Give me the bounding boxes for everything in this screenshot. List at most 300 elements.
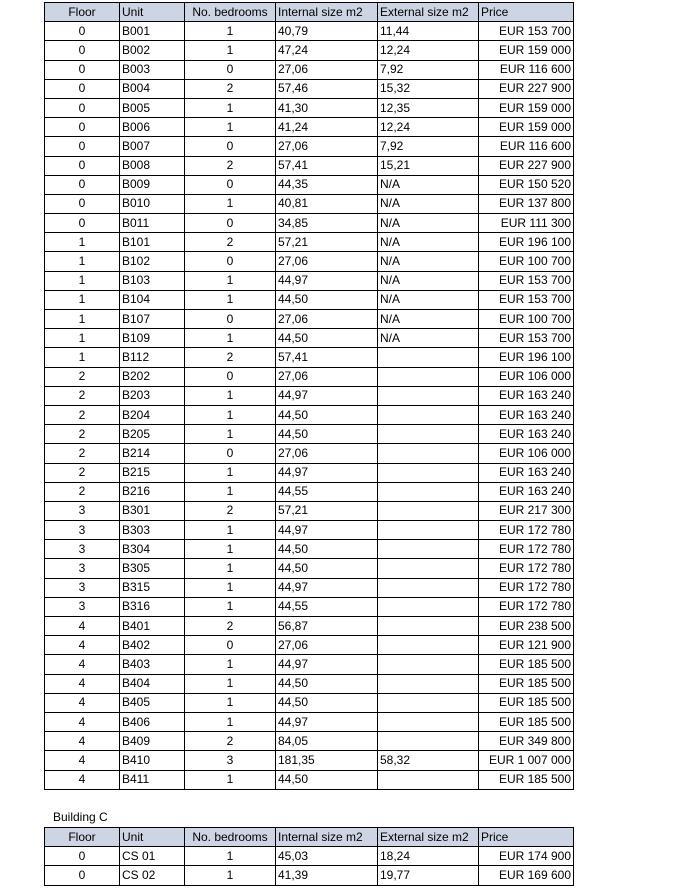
bedrooms-cell: 0 <box>185 636 276 655</box>
table-row <box>45 578 574 597</box>
external-size-cell: N/A <box>378 310 479 329</box>
external-size-cell <box>378 348 479 367</box>
unit-cell: B008 <box>120 156 185 175</box>
external-size-cell <box>378 674 479 693</box>
bedrooms-cell: 1 <box>185 405 276 424</box>
unit-cell: B409 <box>120 732 185 751</box>
price-cell: EUR 1 007 000 <box>479 751 574 770</box>
unit-cell: B305 <box>120 559 185 578</box>
bedrooms-cell: 1 <box>185 770 276 789</box>
price-header: Price <box>479 3 574 22</box>
internal-size-cell: 44,50 <box>276 540 378 559</box>
floor-cell: 4 <box>45 693 120 712</box>
bedrooms-cell: 2 <box>185 501 276 520</box>
table-row <box>45 866 574 885</box>
internal-size-cell: 44,50 <box>276 693 378 712</box>
floor-cell: 3 <box>45 578 120 597</box>
bedrooms-cell: 1 <box>185 674 276 693</box>
floor-cell: 1 <box>45 233 120 252</box>
price-cell: EUR 169 600 <box>479 866 574 885</box>
unit-cell: B202 <box>120 367 185 386</box>
table-row <box>45 118 574 137</box>
bedrooms-cell: 2 <box>185 348 276 367</box>
table-row <box>45 233 574 252</box>
external-size-cell <box>378 693 479 712</box>
table-row <box>45 540 574 559</box>
table-row <box>45 617 574 636</box>
bedrooms-cell: 0 <box>185 214 276 233</box>
internal-size-cell: 44,50 <box>276 405 378 424</box>
price-cell: EUR 153 700 <box>479 290 574 309</box>
internal-size-cell: 57,21 <box>276 501 378 520</box>
unit-header: Unit <box>120 828 185 847</box>
internal-size-cell: 44,35 <box>276 175 378 194</box>
bedrooms-cell: 0 <box>185 367 276 386</box>
price-cell: EUR 163 240 <box>479 482 574 501</box>
floor-cell: 2 <box>45 425 120 444</box>
external-size-cell <box>378 636 479 655</box>
external-size-cell <box>378 521 479 540</box>
table-row <box>45 386 574 405</box>
bedrooms-cell: 1 <box>185 463 276 482</box>
external-size-cell: N/A <box>378 194 479 213</box>
external-size-cell: N/A <box>378 175 479 194</box>
building-c-heading: Building C <box>53 810 108 824</box>
table-row <box>45 751 574 770</box>
floor-cell: 1 <box>45 348 120 367</box>
internal-size-cell: 44,97 <box>276 386 378 405</box>
price-cell: EUR 111 300 <box>479 214 574 233</box>
internal-size-cell: 44,50 <box>276 674 378 693</box>
price-cell: EUR 150 520 <box>479 175 574 194</box>
floor-cell: 0 <box>45 194 120 213</box>
external-size-cell <box>378 655 479 674</box>
internal-size-cell: 56,87 <box>276 617 378 636</box>
internal-size-cell: 45,03 <box>276 847 378 866</box>
external-size-cell <box>378 405 479 424</box>
bedrooms-cell: 0 <box>185 175 276 194</box>
floor-cell: 2 <box>45 386 120 405</box>
unit-cell: B011 <box>120 214 185 233</box>
unit-cell: B304 <box>120 540 185 559</box>
floor-cell: 3 <box>45 521 120 540</box>
internal-size-cell: 84,05 <box>276 732 378 751</box>
table-row <box>45 597 574 616</box>
internal-size-cell: 44,97 <box>276 712 378 731</box>
floor-cell: 0 <box>45 98 120 117</box>
floor-cell: 4 <box>45 770 120 789</box>
bedrooms-header: No. bedrooms <box>185 3 276 22</box>
bedrooms-cell: 1 <box>185 329 276 348</box>
price-cell: EUR 185 500 <box>479 770 574 789</box>
bedrooms-cell: 1 <box>185 41 276 60</box>
bedrooms-cell: 1 <box>185 290 276 309</box>
internal-size-cell: 40,81 <box>276 194 378 213</box>
table-row <box>45 60 574 79</box>
bedrooms-cell: 1 <box>185 559 276 578</box>
unit-cell: B104 <box>120 290 185 309</box>
internal-size-cell: 47,24 <box>276 41 378 60</box>
price-cell: EUR 163 240 <box>479 386 574 405</box>
header-row <box>45 3 574 22</box>
floor-cell: 0 <box>45 60 120 79</box>
internal-size-cell: 44,50 <box>276 425 378 444</box>
external-size-cell: 58,32 <box>378 751 479 770</box>
price-cell: EUR 100 700 <box>479 310 574 329</box>
unit-cell: B103 <box>120 271 185 290</box>
internal-size-cell: 34,85 <box>276 214 378 233</box>
table-row <box>45 501 574 520</box>
unit-cell: B001 <box>120 22 185 41</box>
table-row <box>45 252 574 271</box>
bedrooms-cell: 1 <box>185 847 276 866</box>
external-size-cell: 7,92 <box>378 137 479 156</box>
price-cell: EUR 153 700 <box>479 271 574 290</box>
bedrooms-cell: 2 <box>185 79 276 98</box>
bedrooms-cell: 1 <box>185 482 276 501</box>
table-row <box>45 559 574 578</box>
external-size-cell: 12,24 <box>378 41 479 60</box>
table-row <box>45 712 574 731</box>
table-row <box>45 290 574 309</box>
external-size-cell: 15,21 <box>378 156 479 175</box>
price-cell: EUR 163 240 <box>479 405 574 424</box>
floor-cell: 2 <box>45 463 120 482</box>
external-size-cell: 11,44 <box>378 22 479 41</box>
bedrooms-cell: 2 <box>185 617 276 636</box>
bedrooms-cell: 1 <box>185 271 276 290</box>
bedrooms-cell: 0 <box>185 137 276 156</box>
bedrooms-cell: 1 <box>185 118 276 137</box>
floor-cell: 3 <box>45 501 120 520</box>
price-cell: EUR 106 000 <box>479 444 574 463</box>
external-size-cell: 12,35 <box>378 98 479 117</box>
unit-cell: B216 <box>120 482 185 501</box>
internal-size-cell: 27,06 <box>276 60 378 79</box>
external-size-header: External size m2 <box>378 3 479 22</box>
price-cell: EUR 196 100 <box>479 348 574 367</box>
floor-cell: 0 <box>45 214 120 233</box>
internal-size-cell: 44,97 <box>276 655 378 674</box>
unit-cell: B003 <box>120 60 185 79</box>
external-size-cell <box>378 501 479 520</box>
price-cell: EUR 153 700 <box>479 329 574 348</box>
table-row <box>45 22 574 41</box>
price-header: Price <box>479 828 574 847</box>
floor-cell: 4 <box>45 712 120 731</box>
price-cell: EUR 172 780 <box>479 578 574 597</box>
bedrooms-cell: 1 <box>185 578 276 597</box>
internal-size-header: Internal size m2 <box>276 3 378 22</box>
table-row <box>45 521 574 540</box>
unit-cell: B405 <box>120 693 185 712</box>
table-row <box>45 175 574 194</box>
external-size-cell <box>378 597 479 616</box>
price-cell: EUR 227 900 <box>479 79 574 98</box>
header-row <box>45 828 574 847</box>
floor-cell: 0 <box>45 156 120 175</box>
bedrooms-cell: 1 <box>185 425 276 444</box>
unit-cell: B109 <box>120 329 185 348</box>
price-cell: EUR 116 600 <box>479 60 574 79</box>
internal-size-cell: 44,50 <box>276 770 378 789</box>
internal-size-cell: 44,50 <box>276 329 378 348</box>
external-size-cell: 7,92 <box>378 60 479 79</box>
unit-cell: B410 <box>120 751 185 770</box>
price-cell: EUR 185 500 <box>479 674 574 693</box>
unit-cell: CS 02 <box>120 866 185 885</box>
table-row <box>45 732 574 751</box>
unit-cell: B303 <box>120 521 185 540</box>
unit-header: Unit <box>120 3 185 22</box>
unit-cell: B006 <box>120 118 185 137</box>
unit-cell: B010 <box>120 194 185 213</box>
bedrooms-cell: 0 <box>185 60 276 79</box>
external-size-cell <box>378 540 479 559</box>
unit-cell: B102 <box>120 252 185 271</box>
external-size-cell <box>378 444 479 463</box>
unit-cell: B007 <box>120 137 185 156</box>
bedrooms-cell: 1 <box>185 597 276 616</box>
external-size-cell: N/A <box>378 214 479 233</box>
price-cell: EUR 172 780 <box>479 597 574 616</box>
unit-cell: B316 <box>120 597 185 616</box>
external-size-cell <box>378 463 479 482</box>
bedrooms-cell: 1 <box>185 693 276 712</box>
bedrooms-cell: 0 <box>185 310 276 329</box>
external-size-cell <box>378 425 479 444</box>
unit-cell: B403 <box>120 655 185 674</box>
table-row <box>45 329 574 348</box>
unit-cell: B204 <box>120 405 185 424</box>
table-row <box>45 367 574 386</box>
bedrooms-cell: 1 <box>185 712 276 731</box>
table-row <box>45 405 574 424</box>
external-size-cell: 12,24 <box>378 118 479 137</box>
price-cell: EUR 106 000 <box>479 367 574 386</box>
unit-cell: B205 <box>120 425 185 444</box>
unit-cell: B315 <box>120 578 185 597</box>
floor-cell: 3 <box>45 540 120 559</box>
table-row <box>45 137 574 156</box>
table-row <box>45 482 574 501</box>
floor-cell: 4 <box>45 636 120 655</box>
price-cell: EUR 137 800 <box>479 194 574 213</box>
external-size-cell: N/A <box>378 271 479 290</box>
table-row <box>45 310 574 329</box>
building-c-rows <box>45 847 574 885</box>
internal-size-cell: 57,41 <box>276 156 378 175</box>
unit-cell: B009 <box>120 175 185 194</box>
internal-size-cell: 44,55 <box>276 482 378 501</box>
price-cell: EUR 163 240 <box>479 425 574 444</box>
price-cell: EUR 217 300 <box>479 501 574 520</box>
table-row <box>45 636 574 655</box>
floor-cell: 0 <box>45 79 120 98</box>
table-row <box>45 444 574 463</box>
price-cell: EUR 196 100 <box>479 233 574 252</box>
external-size-cell <box>378 617 479 636</box>
price-cell: EUR 174 900 <box>479 847 574 866</box>
internal-size-cell: 27,06 <box>276 310 378 329</box>
floor-cell: 0 <box>45 41 120 60</box>
internal-size-cell: 57,21 <box>276 233 378 252</box>
internal-size-header: Internal size m2 <box>276 828 378 847</box>
internal-size-cell: 27,06 <box>276 444 378 463</box>
bedrooms-cell: 1 <box>185 386 276 405</box>
floor-header: Floor <box>45 3 120 22</box>
floor-cell: 1 <box>45 252 120 271</box>
external-size-cell <box>378 770 479 789</box>
floor-cell: 0 <box>45 847 120 866</box>
external-size-cell <box>378 712 479 731</box>
bedrooms-cell: 2 <box>185 732 276 751</box>
price-cell: EUR 185 500 <box>479 712 574 731</box>
external-size-cell: 19,77 <box>378 866 479 885</box>
unit-cell: B002 <box>120 41 185 60</box>
price-cell: EUR 227 900 <box>479 156 574 175</box>
table-row <box>45 348 574 367</box>
external-size-cell: 15,32 <box>378 79 479 98</box>
internal-size-cell: 57,41 <box>276 348 378 367</box>
unit-cell: B401 <box>120 617 185 636</box>
table-row <box>45 770 574 789</box>
table-row <box>45 194 574 213</box>
table-row <box>45 156 574 175</box>
unit-cell: B402 <box>120 636 185 655</box>
floor-cell: 2 <box>45 367 120 386</box>
external-size-cell: N/A <box>378 290 479 309</box>
bedrooms-cell: 3 <box>185 751 276 770</box>
floor-cell: 1 <box>45 310 120 329</box>
price-cell: EUR 159 000 <box>479 118 574 137</box>
bedrooms-cell: 2 <box>185 156 276 175</box>
floor-cell: 1 <box>45 290 120 309</box>
internal-size-cell: 44,97 <box>276 271 378 290</box>
bedrooms-cell: 1 <box>185 22 276 41</box>
floor-cell: 2 <box>45 405 120 424</box>
internal-size-cell: 27,06 <box>276 636 378 655</box>
unit-cell: B107 <box>120 310 185 329</box>
internal-size-cell: 181,35 <box>276 751 378 770</box>
internal-size-cell: 27,06 <box>276 137 378 156</box>
unit-cell: B101 <box>120 233 185 252</box>
bedrooms-cell: 1 <box>185 521 276 540</box>
floor-cell: 1 <box>45 271 120 290</box>
external-size-cell <box>378 386 479 405</box>
internal-size-cell: 41,24 <box>276 118 378 137</box>
internal-size-cell: 41,39 <box>276 866 378 885</box>
bedrooms-cell: 1 <box>185 866 276 885</box>
internal-size-cell: 57,46 <box>276 79 378 98</box>
table-row <box>45 41 574 60</box>
internal-size-cell: 27,06 <box>276 252 378 271</box>
bedrooms-cell: 1 <box>185 194 276 213</box>
internal-size-cell: 44,97 <box>276 578 378 597</box>
external-size-cell: 18,24 <box>378 847 479 866</box>
unit-cell: CS 01 <box>120 847 185 866</box>
internal-size-cell: 44,97 <box>276 463 378 482</box>
table-row <box>45 693 574 712</box>
floor-cell: 0 <box>45 866 120 885</box>
price-cell: EUR 172 780 <box>479 559 574 578</box>
unit-cell: B215 <box>120 463 185 482</box>
internal-size-cell: 40,79 <box>276 22 378 41</box>
unit-cell: B406 <box>120 712 185 731</box>
internal-size-cell: 44,50 <box>276 559 378 578</box>
floor-cell: 4 <box>45 732 120 751</box>
external-size-cell <box>378 559 479 578</box>
building-b-table <box>44 2 574 790</box>
external-size-cell <box>378 482 479 501</box>
table-row <box>45 847 574 866</box>
bedrooms-header: No. bedrooms <box>185 828 276 847</box>
floor-cell: 0 <box>45 118 120 137</box>
floor-cell: 0 <box>45 22 120 41</box>
floor-cell: 3 <box>45 559 120 578</box>
internal-size-cell: 44,97 <box>276 521 378 540</box>
price-cell: EUR 121 900 <box>479 636 574 655</box>
bedrooms-cell: 2 <box>185 233 276 252</box>
table-row <box>45 79 574 98</box>
table-row <box>45 425 574 444</box>
floor-cell: 2 <box>45 482 120 501</box>
external-size-cell <box>378 732 479 751</box>
floor-cell: 3 <box>45 597 120 616</box>
external-size-cell <box>378 367 479 386</box>
table-row <box>45 98 574 117</box>
price-cell: EUR 159 000 <box>479 98 574 117</box>
table-row <box>45 674 574 693</box>
internal-size-cell: 44,55 <box>276 597 378 616</box>
external-size-cell <box>378 578 479 597</box>
floor-cell: 4 <box>45 751 120 770</box>
price-cell: EUR 349 800 <box>479 732 574 751</box>
price-cell: EUR 100 700 <box>479 252 574 271</box>
unit-cell: B301 <box>120 501 185 520</box>
price-cell: EUR 163 240 <box>479 463 574 482</box>
floor-cell: 4 <box>45 655 120 674</box>
bedrooms-cell: 0 <box>185 252 276 271</box>
floor-header: Floor <box>45 828 120 847</box>
internal-size-cell: 41,30 <box>276 98 378 117</box>
table-row <box>45 463 574 482</box>
internal-size-cell: 44,50 <box>276 290 378 309</box>
price-cell: EUR 159 000 <box>479 41 574 60</box>
unit-cell: B004 <box>120 79 185 98</box>
unit-cell: B005 <box>120 98 185 117</box>
floor-cell: 2 <box>45 444 120 463</box>
bedrooms-cell: 0 <box>185 444 276 463</box>
unit-cell: B112 <box>120 348 185 367</box>
table-row <box>45 214 574 233</box>
unit-cell: B411 <box>120 770 185 789</box>
unit-cell: B404 <box>120 674 185 693</box>
floor-cell: 0 <box>45 175 120 194</box>
price-cell: EUR 238 500 <box>479 617 574 636</box>
bedrooms-cell: 1 <box>185 655 276 674</box>
table-row <box>45 271 574 290</box>
unit-cell: B203 <box>120 386 185 405</box>
internal-size-cell: 27,06 <box>276 367 378 386</box>
floor-cell: 1 <box>45 329 120 348</box>
bedrooms-cell: 1 <box>185 540 276 559</box>
floor-cell: 0 <box>45 137 120 156</box>
unit-cell: B214 <box>120 444 185 463</box>
external-size-header: External size m2 <box>378 828 479 847</box>
floor-cell: 4 <box>45 674 120 693</box>
bedrooms-cell: 1 <box>185 98 276 117</box>
